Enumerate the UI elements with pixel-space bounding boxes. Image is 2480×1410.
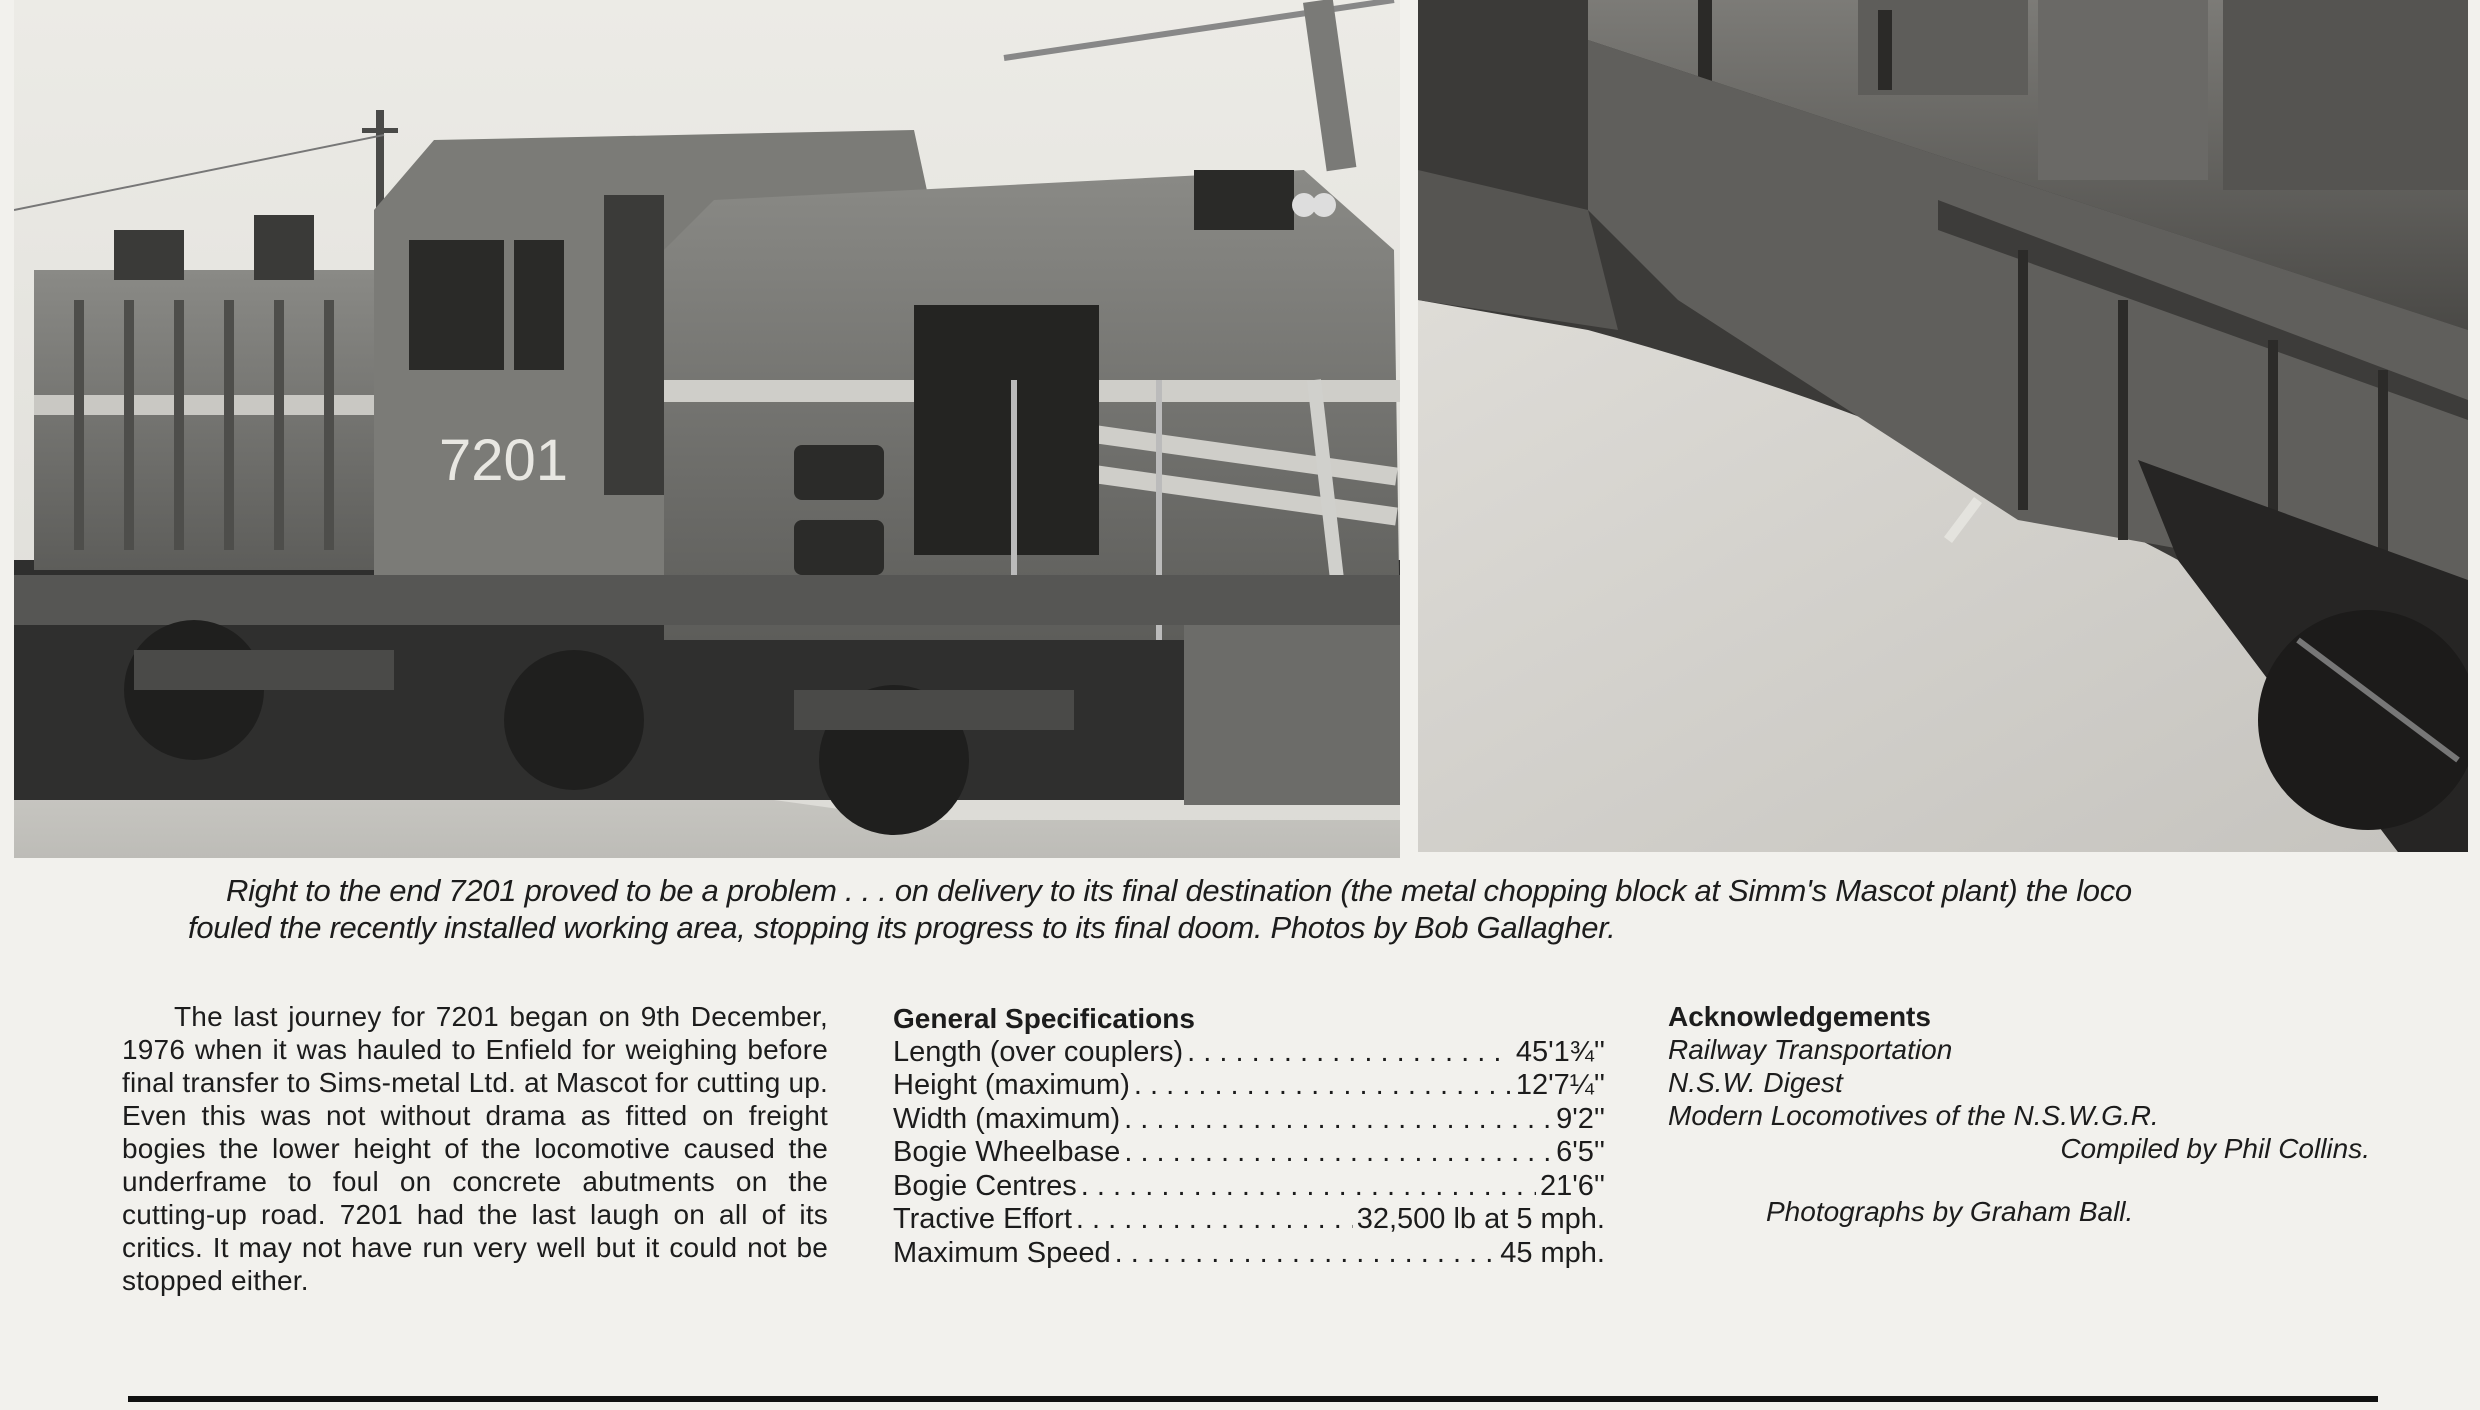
spec-value: 32,500 lb at 5 mph.	[1356, 1203, 1605, 1235]
spec-value: 45'1¾''	[1515, 1035, 1605, 1068]
spec-row	[893, 1036, 1605, 1070]
ack-title: Acknowledgements	[1668, 1001, 1931, 1032]
dot-leader	[1076, 1203, 1353, 1237]
ack-source: Railway Transportation	[1668, 1034, 1953, 1065]
caption-line-1: Right to the end 7201 proved to be a problem . . . on delivery to its final destination (the metal chopping block at Simm's Mascot plant) the loco	[226, 873, 2132, 908]
ack-source: N.S.W. Digest	[1668, 1067, 1843, 1098]
specs-title: General Specifications	[893, 1003, 1195, 1034]
spec-value: 21'6''	[1540, 1169, 1605, 1202]
locomotive-photo	[14, 0, 1400, 858]
photo-credit: Photographs by Graham Ball.	[1766, 1196, 2134, 1227]
photo-caption	[188, 872, 2308, 946]
dot-leader	[1081, 1170, 1536, 1204]
spec-row	[893, 1103, 1605, 1137]
locomotive-illustration	[14, 0, 1400, 858]
spec-label: Tractive Effort	[893, 1203, 1072, 1235]
dot-leader	[1134, 1069, 1512, 1103]
spec-row	[893, 1170, 1605, 1204]
underframe-illustration	[1418, 0, 2468, 852]
spec-row	[893, 1237, 1605, 1271]
loco-number: 7201	[439, 428, 569, 493]
spec-row	[893, 1203, 1605, 1237]
dot-leader	[1115, 1237, 1497, 1271]
spec-value: 45 mph.	[1500, 1236, 1605, 1269]
caption-line-2: fouled the recently installed working area, stopping its progress to its final doom. Photos by Bob Gallagher.	[188, 910, 1616, 945]
ack-source: Modern Locomotives of the N.S.W.G.R.	[1668, 1100, 2159, 1131]
general-specifications	[893, 1002, 1605, 1270]
spec-label: Length (over couplers)	[893, 1035, 1184, 1068]
acknowledgements	[1668, 1000, 2370, 1228]
dot-leader	[1124, 1136, 1552, 1170]
spec-label: Bogie Centres	[893, 1169, 1077, 1202]
article-body: The last journey for 7201 began on 9th December, 1976 when it was hauled to Enfield for weighing before final transfer to Sims-metal Ltd. at Mascot for cutting up. Even this was not without drama as fitted on freight bogies the lower height of the locomotive caused the underframe to foul on concrete abutments on the cutting-up road. 7201 had the last laugh on all of its critics. It may not have run very well but it could not be stopped either.	[122, 1001, 828, 1296]
spec-label: Height (maximum)	[893, 1069, 1130, 1101]
underframe-photo	[1418, 0, 2468, 852]
spec-row	[893, 1069, 1605, 1103]
compiled-by: Compiled by Phil Collins.	[2060, 1133, 2370, 1164]
spec-label: Bogie Wheelbase	[893, 1136, 1121, 1168]
spec-label: Width (maximum)	[893, 1102, 1121, 1135]
bottom-rule	[128, 1396, 2378, 1402]
dot-leader	[1124, 1103, 1552, 1137]
spec-label: Maximum Speed	[893, 1236, 1111, 1269]
spec-value: 9'2''	[1556, 1102, 1605, 1135]
photo-gutter	[1400, 0, 1418, 858]
dot-leader	[1187, 1036, 1512, 1070]
spec-value: 12'7¼''	[1515, 1069, 1605, 1101]
spec-value: 6'5''	[1556, 1136, 1605, 1168]
spec-row	[893, 1136, 1605, 1170]
